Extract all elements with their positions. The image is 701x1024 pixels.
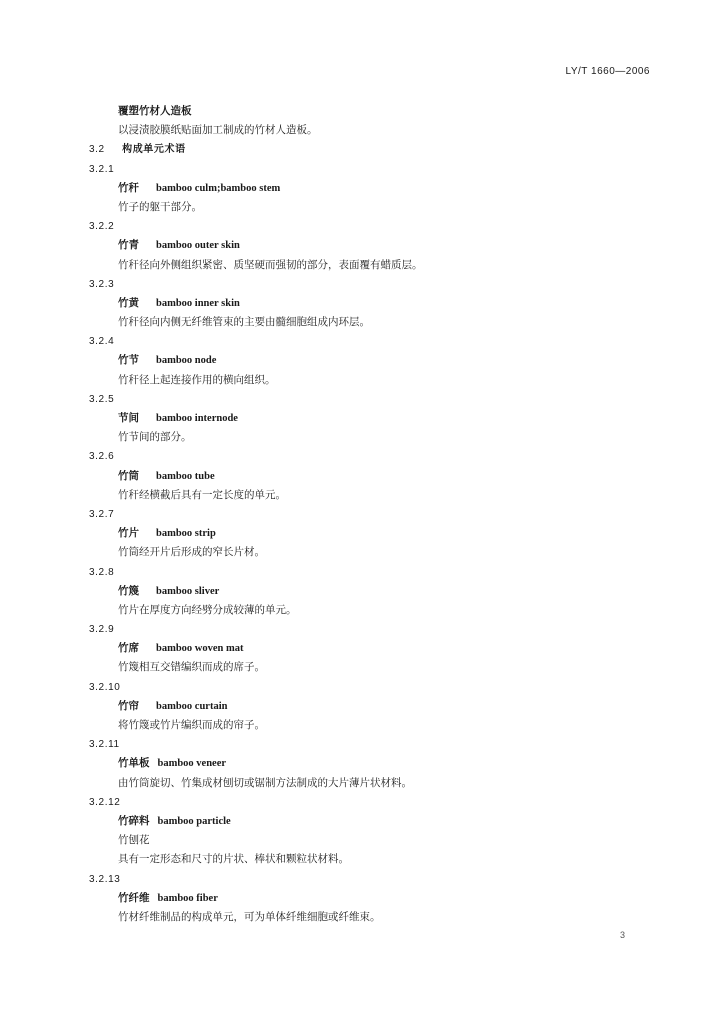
entry-number: 3.2.11 [89, 739, 120, 751]
entry-term [0, 754, 701, 773]
page-number: 3 [620, 930, 626, 940]
term-english: bamboo curtain [156, 700, 228, 712]
entry-number: 3.2.13 [89, 873, 121, 885]
entry-number: 3.2.10 [89, 681, 121, 693]
entry-term [0, 812, 701, 831]
entry-number: 3.2.3 [89, 278, 115, 290]
entry-definition: 竹筒经开片后形成的窄长片材。 [118, 546, 265, 559]
term-english: bamboo veneer [157, 758, 227, 770]
term-english: bamboo particle [157, 815, 231, 827]
term-english: bamboo internode [156, 413, 238, 424]
entry-number: 3.2.7 [89, 508, 115, 520]
top-term: 覆塑竹材人造板 [118, 105, 192, 117]
entry-definition: 竹刨花 [118, 834, 150, 847]
entry-definition: 将竹篾或竹片编织而成的帘子。 [118, 719, 265, 731]
term-english: bamboo strip [156, 528, 216, 540]
entry-definition: 竹子的躯干部分。 [118, 200, 202, 213]
section-heading [0, 140, 701, 159]
entry-term [0, 409, 701, 428]
entry-term [0, 467, 701, 486]
entry-term [0, 639, 701, 658]
term-chinese: 竹青 [118, 239, 139, 252]
entry-number: 3.2.5 [89, 393, 115, 405]
term-english: bamboo fiber [157, 892, 218, 904]
entry-definition: 竹节间的部分。 [118, 431, 192, 444]
term-chinese: 竹席 [118, 642, 139, 655]
term-english: bamboo woven mat [156, 643, 244, 655]
term-chinese: 竹黄 [118, 296, 139, 309]
section-title: 构成单元术语 [122, 144, 186, 156]
entry-term [0, 582, 701, 601]
entry-definition: 由竹筒旋切、竹集成材刨切或锯制方法制成的大片薄片状材料。 [118, 776, 412, 789]
standard-code-header: LY/T 1660—2006 [565, 66, 650, 77]
term-english: bamboo inner skin [156, 297, 240, 309]
entry-number: 3.2.2 [89, 221, 115, 233]
term-english: bamboo sliver [156, 585, 220, 597]
entry-definition: 具有一定形态和尺寸的片状、棒状和颗粒状材料。 [118, 853, 349, 866]
entry-definition: 竹篾相互交错编织而成的席子。 [118, 661, 265, 674]
entry-definition: 竹秆径向内侧无纤维管束的主要由髓细胞组成内环层。 [118, 316, 370, 329]
entry-term [0, 697, 701, 716]
entry-definition: 竹秆经横截后具有一定长度的单元。 [118, 488, 286, 501]
term-chinese: 竹片 [118, 527, 139, 540]
term-english: bamboo culm;bamboo stem [156, 182, 281, 194]
term-entries [0, 160, 701, 928]
entry-term [0, 236, 701, 255]
entry-number: 3.2.9 [89, 624, 115, 636]
entry-term [0, 179, 701, 198]
term-chinese: 竹筒 [118, 469, 139, 482]
term-english: bamboo tube [156, 470, 215, 482]
entry-number: 3.2.4 [89, 336, 115, 348]
term-chinese: 竹篾 [118, 584, 139, 597]
entry-term [0, 294, 701, 313]
entry-term [0, 351, 701, 370]
top-definition: 以浸渍胶膜纸贴面加工制成的竹材人造板。 [118, 124, 318, 137]
entry-definition: 竹片在厚度方向经劈分成较薄的单元。 [118, 603, 297, 616]
term-chinese: 竹帘 [118, 699, 139, 712]
term-english: bamboo node [156, 355, 217, 367]
term-chinese: 节间 [118, 412, 139, 424]
entry-number: 3.2.12 [89, 796, 121, 808]
term-chinese: 竹节 [118, 354, 139, 367]
term-chinese: 竹纤维 [118, 891, 150, 904]
entry-definition: 竹材纤维制品的构成单元，可为单体纤维细胞或纤维束。 [118, 910, 381, 923]
entry-number: 3.2.8 [89, 566, 115, 578]
document-body [0, 102, 701, 927]
entry-number: 3.2.6 [89, 451, 115, 463]
term-chinese: 竹碎料 [118, 814, 150, 827]
entry-definition: 竹秆径向外侧组织紧密、质坚硬而强韧的部分，表面覆有蜡质层。 [118, 258, 423, 271]
term-english: bamboo outer skin [156, 240, 240, 252]
entry-number: 3.2.1 [89, 163, 115, 175]
entry-term [0, 524, 701, 543]
term-chinese: 竹单板 [118, 757, 150, 770]
term-chinese: 竹秆 [118, 181, 139, 194]
entry-definition: 竹秆径上起连接作用的横向组织。 [118, 373, 276, 386]
section-number: 3.2 [89, 144, 105, 156]
entry-term [0, 889, 701, 908]
